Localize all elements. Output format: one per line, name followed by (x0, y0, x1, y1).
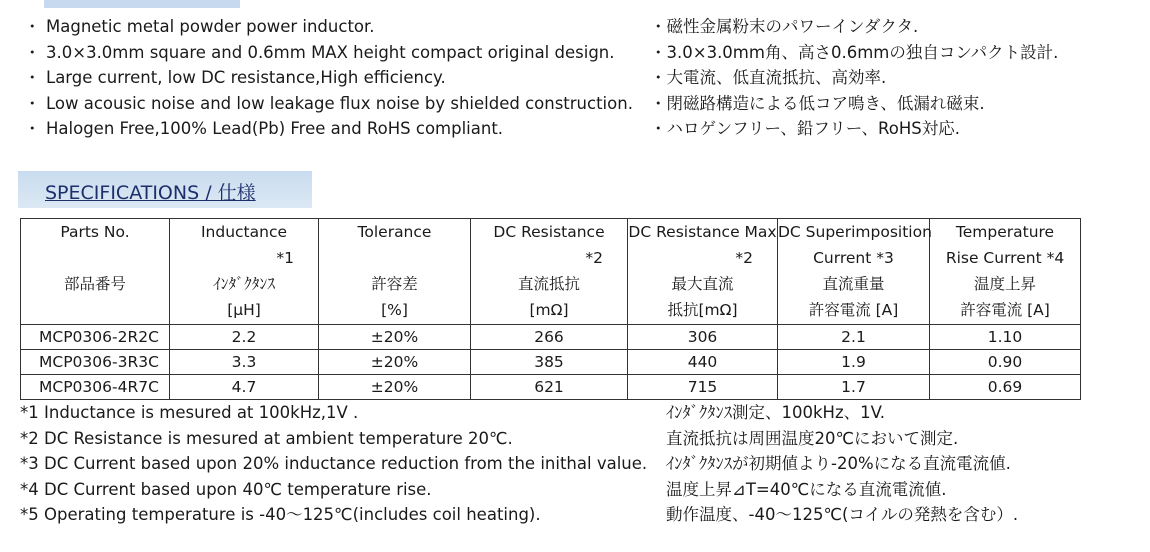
bullet: ・ (24, 68, 41, 87)
cell-dc-resistance-max: 715 (628, 375, 778, 400)
note-item-jp: ｲﾝﾀﾞｸﾀﾝｽが初期値より-20%になる直流電流値. (666, 454, 1011, 474)
cell-dc-resistance-max: 440 (628, 350, 778, 375)
note-item-en: *3 DC Current based upon 20% inductance reduction from the inithal value. (20, 454, 648, 474)
table-row (21, 350, 1081, 375)
bullet: ・ (24, 42, 41, 62)
bullet: ・ (650, 17, 667, 36)
header-tolerance: Tolerance 許容差 [%] (319, 219, 471, 325)
header-temperature-rise-current: Temperature Rise Current *4 温度上昇 許容電流 [A] (930, 219, 1081, 325)
note-item-en: *1 Inductance is mesured at 100kHz,1V . (20, 403, 359, 422)
feature-item-en: ・ 3.0×3.0mm square and 0.6mm MAX height compact original design. (24, 40, 634, 66)
cell-dc-resistance: 621 (471, 375, 628, 400)
cell-dc-resistance: 266 (471, 325, 628, 350)
cell-part-number: MCP0306-3R3C (21, 350, 170, 375)
cell-temperature-rise-current: 1.10 (930, 325, 1081, 350)
bullet: ・ (650, 68, 667, 87)
feature-item-en: ・ Low acousic noise and low leakage flux noise by shielded construction. (24, 91, 634, 117)
specifications-title: SPECIFICATIONS / 仕様 (45, 182, 256, 204)
bullet: ・ (650, 42, 667, 62)
feature-item-en: ・ Halogen Free,100% Lead(Pb) Free and RoHS compliant. (24, 116, 634, 142)
notes-english (20, 400, 660, 528)
cell-tolerance: ±20% (319, 375, 471, 400)
header-dc-resistance-max: DC Resistance Max *2 最大直流 抵抗[mΩ] (628, 219, 778, 325)
cell-superimposition-current: 2.1 (778, 325, 930, 350)
feature-item-jp: ・ハロゲンフリー、鉛フリー、RoHS対応. (650, 119, 960, 138)
bullet: ・ (24, 119, 41, 138)
feature-item-jp: ・3.0×3.0mm角、高さ0.6mmの独自コンパクト設計. (650, 42, 1059, 62)
note-item-en: *4 DC Current based upon 40℃ temperature rise. (20, 479, 432, 499)
bullet: ・ (24, 93, 41, 113)
cell-superimposition-current: 1.9 (778, 350, 930, 375)
cell-superimposition-current: 1.7 (778, 375, 930, 400)
note-item-en: *5 Operating temperature is -40～125℃(includes coil heating). (20, 505, 541, 525)
bullet: ・ (650, 93, 667, 113)
table-header-row (21, 219, 1081, 325)
cell-temperature-rise-current: 0.90 (930, 350, 1081, 375)
feature-item-en: ・ Magnetic metal powder power inductor. (24, 14, 634, 40)
cell-inductance: 2.2 (170, 325, 319, 350)
header-parts-no: Parts No. 部品番号 (21, 219, 170, 325)
specifications-header (18, 171, 312, 208)
cell-dc-resistance: 385 (471, 350, 628, 375)
features-list-japanese (650, 14, 1140, 142)
feature-item-jp: ・磁性金属粉末のパワーインダクタ. (650, 17, 919, 36)
specifications-table (20, 218, 1081, 400)
header-dc-superimposition-current: DC Superimposition Current *3 直流重量 許容電流 [A] (778, 219, 930, 325)
features-header-bar (44, 0, 240, 8)
cell-tolerance: ±20% (319, 350, 471, 375)
feature-item-en: ・ Large current, low DC resistance,High efficiency. (24, 65, 634, 91)
header-inductance: Inductance *1 ｲﾝﾀﾞｸﾀﾝｽ [μH] (170, 219, 319, 325)
note-item-jp: 直流抵抗は周囲温度20℃において測定. (666, 428, 959, 448)
cell-tolerance: ±20% (319, 325, 471, 350)
notes-japanese (666, 400, 1146, 528)
bullet: ・ (650, 119, 667, 138)
cell-inductance: 3.3 (170, 350, 319, 375)
table-row (21, 375, 1081, 400)
cell-dc-resistance-max: 306 (628, 325, 778, 350)
cell-temperature-rise-current: 0.69 (930, 375, 1081, 400)
note-item-en: *2 DC Resistance is mesured at ambient temperature 20℃. (20, 428, 513, 448)
bullet: ・ (24, 17, 41, 36)
features-list-english (24, 14, 634, 142)
note-item-jp: ｲﾝﾀﾞｸﾀﾝｽ測定、100kHz、1V. (666, 403, 886, 422)
cell-inductance: 4.7 (170, 375, 319, 400)
note-item-jp: 温度上昇⊿T=40℃になる直流電流値. (666, 479, 947, 499)
cell-part-number: MCP0306-2R2C (21, 325, 170, 350)
cell-part-number: MCP0306-4R7C (21, 375, 170, 400)
header-dc-resistance: DC Resistance *2 直流抵抗 [mΩ] (471, 219, 628, 325)
table-row (21, 325, 1081, 350)
note-item-jp: 動作温度、-40～125℃(コイルの発熱を含む）. (666, 505, 1019, 525)
feature-item-jp: ・大電流、低直流抵抗、高効率. (650, 68, 887, 87)
feature-item-jp: ・閉磁路構造による低コア鳴き、低漏れ磁束. (650, 93, 985, 113)
